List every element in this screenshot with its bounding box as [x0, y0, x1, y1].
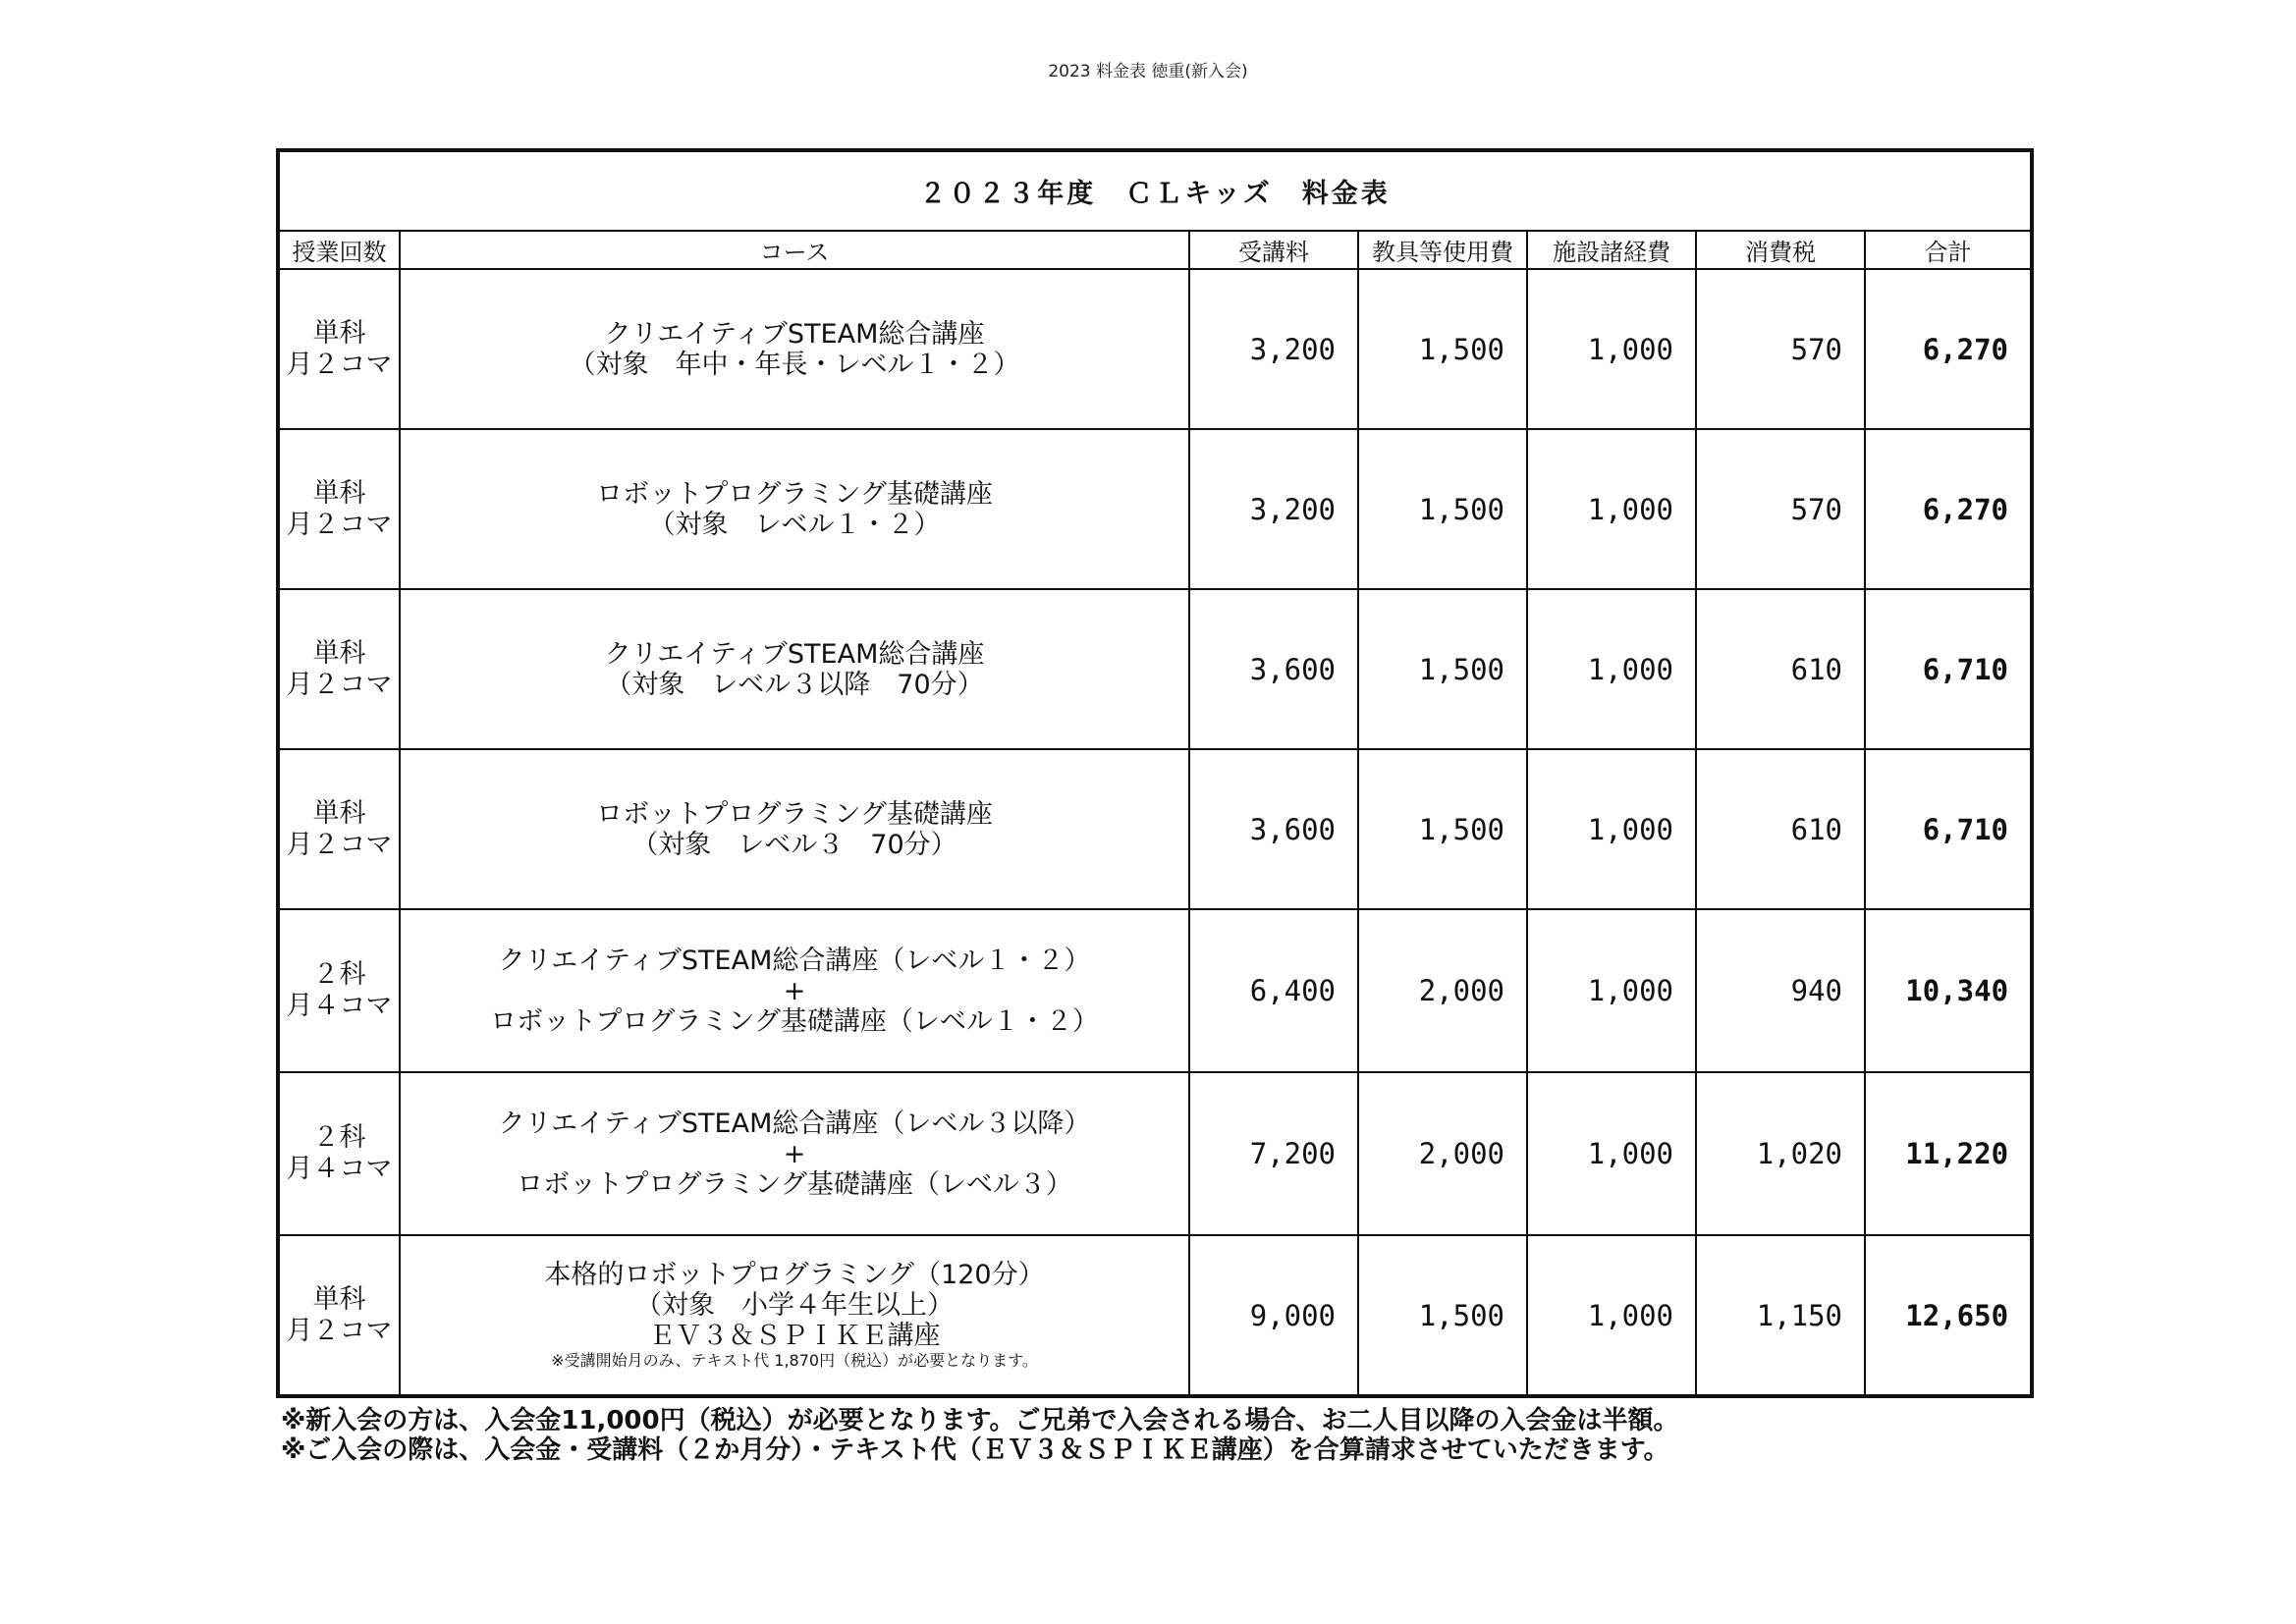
course-cell [400, 909, 1189, 1072]
materials-cell: 2,000 [1358, 909, 1527, 1072]
footnotes [281, 1406, 1679, 1465]
course-plus: + [783, 1138, 806, 1169]
sessions-count: 月２コマ [286, 1315, 393, 1346]
total-cell: 12,650 [1865, 1235, 2032, 1396]
materials-cell: 1,500 [1358, 1235, 1527, 1396]
sessions-type: 単科 [312, 477, 366, 509]
total-cell: 6,270 [1865, 429, 2032, 589]
course-cell [400, 589, 1189, 749]
course-name: ロボットプログラミング基礎講座（レベル１・２） [490, 1005, 1099, 1037]
table-title-row [278, 150, 2032, 231]
course-target: （対象 レベル１・２） [648, 509, 941, 540]
tax-cell: 1,020 [1696, 1072, 1865, 1235]
page-header-caption: 2023 料金表 徳重(新入会) [1048, 62, 1248, 81]
course-name: クリエイティブSTEAM総合講座（レベル３以降） [498, 1108, 1091, 1139]
table-title: ２０２３年度 ＣＬキッズ 料金表 [278, 150, 2032, 231]
tuition-cell: 7,200 [1189, 1072, 1358, 1235]
table-row [278, 1072, 2032, 1235]
column-header-materials: 教具等使用費 [1358, 231, 1527, 269]
course-target: （対象 レベル３以降 70分） [605, 669, 984, 700]
tuition-cell: 3,600 [1189, 589, 1358, 749]
course-cell [400, 429, 1189, 589]
tax-cell: 570 [1696, 269, 1865, 429]
tuition-cell: 9,000 [1189, 1235, 1358, 1396]
sessions-cell [278, 429, 400, 589]
footnote-entrance-fee: ※新入会の方は、入会金11,000円（税込）が必要となります。ご兄弟で入会される場合、お二人目以降の入会金は半額。 [281, 1406, 1679, 1435]
facility-cell: 1,000 [1527, 909, 1696, 1072]
sessions-type: ２科 [312, 959, 366, 990]
facility-cell: 1,000 [1527, 1235, 1696, 1396]
course-name: クリエイティブSTEAM総合講座（レベル１・２） [498, 945, 1091, 976]
total-cell: 10,340 [1865, 909, 2032, 1072]
facility-cell: 1,000 [1527, 589, 1696, 749]
sessions-cell [278, 589, 400, 749]
sessions-type: ２科 [312, 1122, 366, 1153]
total-cell: 6,710 [1865, 749, 2032, 909]
course-name: ロボットプログラミング基礎講座 [596, 478, 993, 510]
table-row [278, 1235, 2032, 1396]
facility-cell: 1,000 [1527, 749, 1696, 909]
tuition-cell: 3,600 [1189, 749, 1358, 909]
sessions-cell [278, 1072, 400, 1235]
course-cell [400, 1072, 1189, 1235]
sessions-count: 月２コマ [286, 509, 393, 540]
materials-cell: 1,500 [1358, 749, 1527, 909]
sessions-cell [278, 269, 400, 429]
tuition-cell: 3,200 [1189, 269, 1358, 429]
sessions-cell [278, 749, 400, 909]
table-row [278, 909, 2032, 1072]
sessions-count: 月２コマ [286, 349, 393, 380]
sessions-type: 単科 [312, 1283, 366, 1315]
total-cell: 6,710 [1865, 589, 2032, 749]
facility-cell: 1,000 [1527, 429, 1696, 589]
column-header-total: 合計 [1865, 231, 2032, 269]
column-header-tuition: 受講料 [1189, 231, 1358, 269]
table-row [278, 429, 2032, 589]
course-cell [400, 749, 1189, 909]
column-header-facility: 施設諸経費 [1527, 231, 1696, 269]
sessions-cell [278, 909, 400, 1072]
column-header-course: コース [400, 231, 1189, 269]
table-row [278, 749, 2032, 909]
course-subtitle: ＥＶ３＆ＳＰＩＫＥ講座 [648, 1321, 941, 1351]
materials-cell: 2,000 [1358, 1072, 1527, 1235]
column-header-sessions: 授業回数 [278, 231, 400, 269]
table-header-row [278, 231, 2032, 269]
tuition-cell: 6,400 [1189, 909, 1358, 1072]
tuition-cell: 3,200 [1189, 429, 1358, 589]
sessions-type: 単科 [312, 317, 366, 349]
tax-cell: 1,150 [1696, 1235, 1865, 1396]
fee-table [276, 148, 2034, 1398]
materials-cell: 1,500 [1358, 589, 1527, 749]
total-cell: 11,220 [1865, 1072, 2032, 1235]
sessions-count: 月２コマ [286, 829, 393, 860]
course-name: クリエイティブSTEAM総合講座 [604, 638, 985, 670]
column-header-tax: 消費税 [1696, 231, 1865, 269]
footnote-billing: ※ご入会の際は、入会金・受講料（２か月分）・テキスト代（ＥＶ３＆ＳＰＩＫＥ講座）を合算請求させていただきます。 [281, 1435, 1669, 1465]
course-name: ロボットプログラミング基礎講座 [596, 798, 993, 830]
course-cell [400, 1235, 1189, 1396]
facility-cell: 1,000 [1527, 269, 1696, 429]
course-name: クリエイティブSTEAM総合講座 [604, 318, 985, 350]
materials-cell: 1,500 [1358, 429, 1527, 589]
tax-cell: 610 [1696, 749, 1865, 909]
course-target: （対象 レベル３ 70分） [631, 829, 957, 860]
course-target: （対象 小学４年生以上） [635, 1290, 954, 1321]
sessions-type: 単科 [312, 637, 366, 669]
course-note: ※受講開始月のみ、テキスト代 1,870円（税込）が必要となります。 [551, 1351, 1038, 1370]
course-plus: + [783, 975, 806, 1006]
table-row [278, 589, 2032, 749]
sessions-count: 月４コマ [286, 991, 393, 1021]
tax-cell: 570 [1696, 429, 1865, 589]
total-cell: 6,270 [1865, 269, 2032, 429]
course-cell [400, 269, 1189, 429]
course-target: （対象 年中・年長・レベル１・２） [569, 349, 1020, 380]
sessions-type: 単科 [312, 797, 366, 829]
course-name: 本格的ロボットプログラミング（120分） [544, 1260, 1045, 1290]
sessions-cell [278, 1235, 400, 1396]
tax-cell: 940 [1696, 909, 1865, 1072]
course-name: ロボットプログラミング基礎講座（レベル３） [517, 1168, 1072, 1200]
tax-cell: 610 [1696, 589, 1865, 749]
sessions-count: 月２コマ [286, 669, 393, 700]
facility-cell: 1,000 [1527, 1072, 1696, 1235]
table-row [278, 269, 2032, 429]
materials-cell: 1,500 [1358, 269, 1527, 429]
sessions-count: 月４コマ [286, 1154, 393, 1184]
